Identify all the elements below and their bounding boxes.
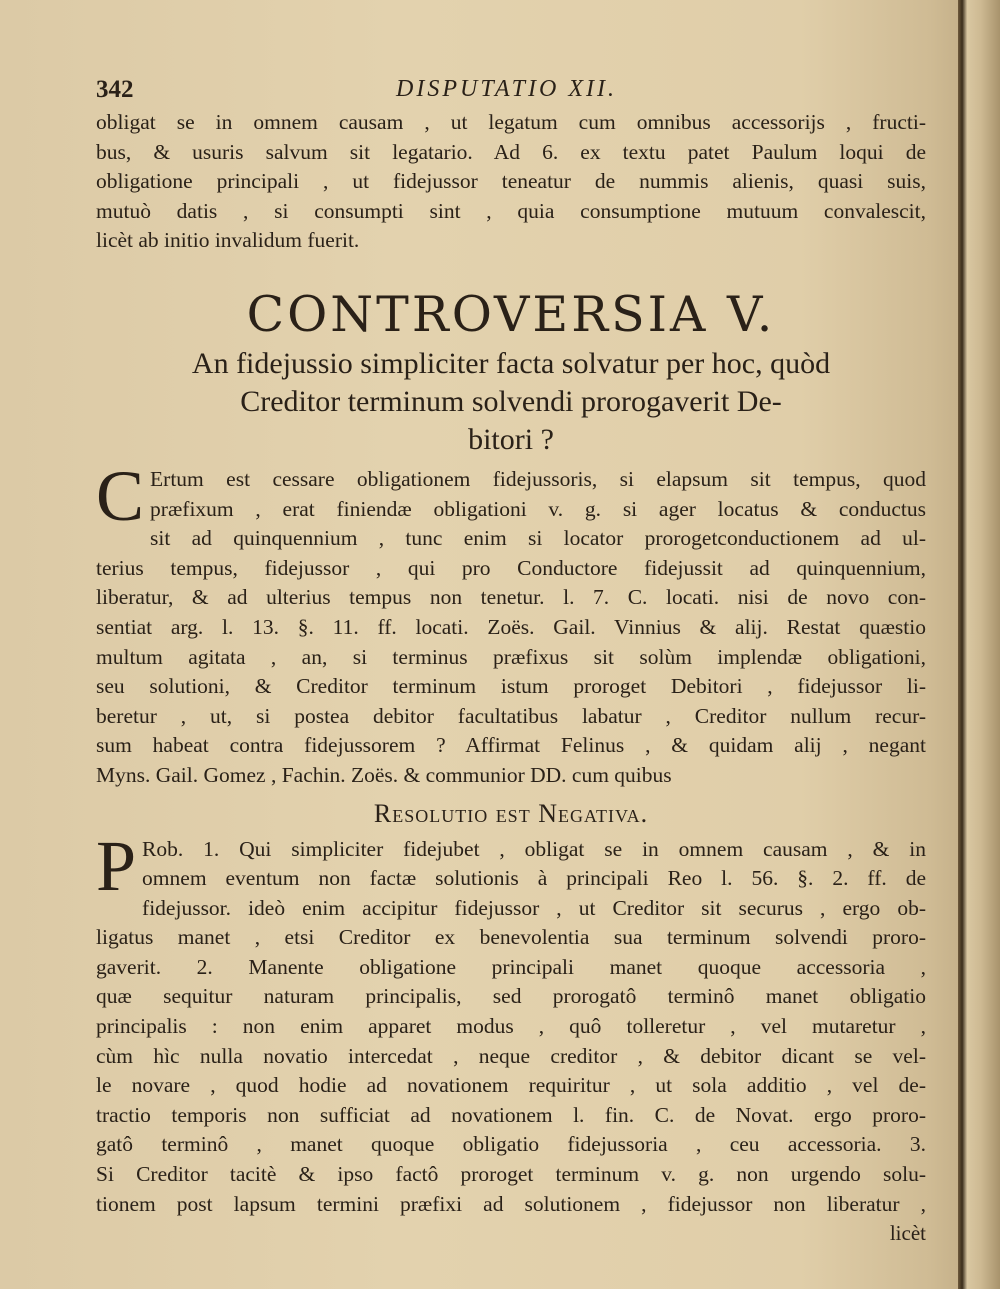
text-line: multum agitata , an, si terminus præfixus sit solùm implendæ obligationi, — [96, 644, 926, 669]
text-line: omnem eventum non factæ solutionis à principali Reo l. 56. §. 2. ff. de — [142, 866, 926, 891]
text-line: obligat se in omnem causam , ut legatum cum omnibus accessorijs , fructi- — [96, 110, 926, 134]
text-line: sit ad quinquennium , tunc enim si locator prorogetconductionem ad ul- — [150, 526, 926, 551]
drop-cap: C — [96, 455, 145, 536]
opening-paragraph — [96, 108, 926, 256]
text-line: seu solutioni, & Creditor terminum istum proroget Debitori , fidejussor li- — [96, 674, 926, 699]
text-line: terius tempus, fidejussor , qui pro Conductore fidejussit ad quinquennium, — [96, 555, 926, 580]
question-line: An fidejussio simpliciter facta solvatur per hoc, quòd — [191, 346, 831, 380]
text-line: le novare , quod hodie ad novationem requiritur , ut sola additio , vel de- — [96, 1073, 926, 1098]
text-line: sentiat arg. l. 13. §. 11. ff. locati. Zoës. Gail. Vinnius & alij. Restat quæstio — [96, 614, 926, 639]
resolution-heading: Resolutio est Negativa. — [373, 798, 649, 828]
text-line: beretur , ut, si postea debitor facultatibus labatur , Creditor nullum recur- — [96, 703, 926, 728]
text-line: Ertum est cessare obligationem fidejussoris, si elapsum sit tempus, quod — [150, 466, 926, 491]
text-line: tionem post lapsum termini præfixi ad solutionem , fidejussor non liberatur , — [96, 1191, 926, 1216]
paragraph-body — [96, 825, 926, 1220]
text-line: ligatus manet , etsi Creditor ex benevolentia sua terminum solvendi proro- — [96, 925, 926, 950]
text-line: fidejussor. ideò enim accipitur fidejussor , ut Creditor sit securus , ergo ob- — [142, 895, 926, 920]
text-line: Myns. Gail. Gomez , Fachin. Zoës. & communior DD. cum quibus — [96, 762, 672, 787]
text-line: licèt ab initio invalidum fuerit. — [96, 228, 360, 253]
text-line: bus, & usuris salvum sit legatario. Ad 6. ex textu patet Paulum loqui de — [96, 139, 926, 164]
text-line: quæ sequitur naturam principalis, sed prorogatô terminô manet obligatio — [96, 984, 926, 1009]
text-line: Si Creditor tacitè & ipso factô proroget terminum v. g. non urgendo solu- — [96, 1162, 926, 1187]
question-line: Creditor terminum solvendi prorogaverit De- — [240, 384, 782, 418]
text-line: præfixum , erat finiendæ obligationi v. g. si ager locatus & conductus — [150, 496, 926, 521]
drop-cap: P — [96, 825, 137, 906]
page-content — [96, 72, 926, 1246]
text-line: mutuò datis , si consumpti sint , quia consumptione mutuum convalescit, — [96, 198, 926, 223]
paragraph-prob — [96, 825, 926, 1220]
running-title: DISPUTATIO XII. — [396, 76, 617, 102]
text-line: sum habeat contra fidejussorem ? Affirmat Felinus , & quidam alij , negant — [96, 733, 926, 758]
text-line: Rob. 1. Qui simpliciter fidejubet , obligat se in omnem causam , & in — [142, 836, 926, 861]
page-number: 342 — [96, 76, 134, 103]
controversia-title: CONTROVERSIA V. — [246, 285, 776, 343]
text-line: liberatur, & ad ulterius tempus non tenetur. l. 7. C. locati. nisi de novo con- — [96, 585, 926, 610]
text-line: gaverit. 2. Manente obligatione principali manet quoque accessoria , — [96, 954, 926, 979]
text-line: tractio temporis non sufficiat ad novationem l. fin. C. de Novat. ergo proro- — [96, 1102, 926, 1127]
paragraph-body — [96, 455, 926, 791]
paragraph-certum — [96, 455, 926, 791]
controversia-question — [96, 345, 926, 459]
text-line: cùm hìc nulla novatio intercedat , neque creditor , & debitor dicant se vel- — [96, 1043, 926, 1068]
question-line: bitori ? — [468, 422, 554, 456]
running-head — [96, 72, 926, 108]
text-line: obligatione principali , ut fidejussor teneatur de nummis alienis, quasi suis, — [96, 169, 926, 194]
text-line: principalis : non enim apparet modus , quô tolleretur , vel mutaretur , — [96, 1014, 926, 1039]
text-line: gatô terminô , manet quoque obligatio fidejussoria , ceu accessoria. 3. — [96, 1132, 926, 1157]
page-edge-binding — [958, 0, 1000, 1289]
catchword: licèt — [889, 1221, 926, 1246]
